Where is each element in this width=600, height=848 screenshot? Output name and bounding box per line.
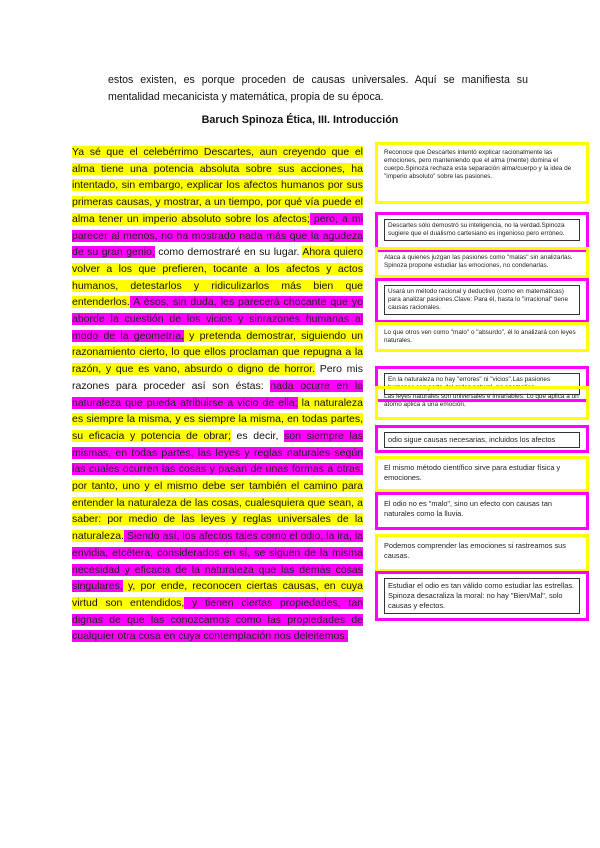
annotation-text: Usará un método racional y deductivo (como en matemáticas) para analizar pasiones.Clave: Para él, hasta lo "irracional" tiene causas racionales.: [384, 285, 580, 315]
annotation-note: [375, 212, 589, 252]
text-segment: es decir,: [230, 429, 285, 442]
section-title: Baruch Spinoza Ética, III. Introducción: [201, 114, 399, 126]
annotation-note: [375, 386, 589, 420]
annotation-text: Estudiar el odio es tan válido como estudiar las estrellas. Spinoza desacraliza la moral: no hay "Bien/Mal", solo causas y efectos.: [384, 578, 580, 614]
main-text: [72, 144, 363, 645]
text-segment: pero, a mi parecer al menos, no ha mostrado nada más que la agudeza de su gran genio,: [72, 212, 364, 259]
intro-paragraph: estos existen, es porque proceden de causas universales. Aquí se manifiesta su mentalidad mecanicista y matemática, propia de su época.: [108, 74, 528, 103]
annotation-text: El odio no es "malo", sino un efecto con causas tan naturales como la lluvia.: [384, 499, 552, 518]
annotation-note: [375, 425, 589, 453]
annotation-text: Las leyes naturales son universales e invariables. Lo que aplica a un átomo aplica a una emoción.: [384, 393, 579, 408]
annotation-note: [375, 534, 589, 572]
annotation-note: [375, 322, 589, 352]
text-segment: Ahora quiero volver a los que prefieren, tocante a los afectos y actos humanos, detestarlos y ridiculizarlos más bien que entenderlos.: [72, 246, 363, 309]
annotation-text: El mismo método científico sirve para estudiar física y emociones.: [384, 463, 561, 482]
annotation-note: [375, 492, 589, 530]
text-segment: como demostraré en su lugar.: [154, 246, 303, 259]
text-segment: y pretenda demostrar, siguiendo un razonamiento cierto, lo que ellos proclaman que repugna a la razón, y que es vano, absurdo o digno de horror.: [72, 329, 363, 376]
annotation-text: Descartes sólo demostró su inteligencia, no la verdad.Spinoza sugiere que el dualismo cartesiano es ingenioso pero erróneo.: [384, 219, 580, 241]
text-segment: Siendo así, los afectos tales como el odio, la ira, la envidia, etcétera, considerados en sí, se siguen de la misma necesidad y eficacia de la naturaleza que las demás cosas singulares,: [72, 530, 363, 593]
text-segment: Ya sé que el celebérrimo Descartes, aun creyendo que el alma tiene una potencia absoluta sobre sus acciones, ha intentado, sin embargo, explicar los afectos humanos por sus primeras causas, y mostrar, a un tiempo, por qué vía puede el alma tener un imperio absoluto sobre los afectos;: [72, 146, 363, 225]
annotation-note: [375, 142, 589, 204]
text-segment: Pero mis razones para proceder así son éstas:: [72, 363, 364, 392]
annotation-text: Podemos comprender las emociones si rastreamos sus causas.: [384, 541, 566, 560]
annotation-note: [375, 571, 589, 621]
annotation-text: Lo que otros ven como "malo" o "absurdo", él lo analizará con leyes naturales.: [384, 329, 576, 344]
annotation-note: [375, 247, 589, 278]
annotation-text: Reconoce que Descartes intentó explicar racionalmente las emociones, pero manteniendo que el alma (mente) domina el cuerpo.Spinoza rechaza esta separación alma/cuerpo y la idea de "imperio absoluto" sobre las pasiones.: [384, 149, 572, 180]
annotation-text: Ataca a quienes juzgan las pasiones como "malas" sin analizarlas. Spinoza propone estudiar las emociones, no condenarlas.: [384, 254, 573, 269]
text-segment: A ésos, sin duda, les parecerá chocante que yo aborde la cuestión de los vicios y sinrazones humanas al modo de la geometría,: [72, 296, 363, 342]
annotation-text: En la naturaleza no hay "errores" ni "vicios".Las pasiones humanas son parte del orden natural, no anomalías.: [384, 373, 580, 395]
text-segment: son siempre las mismas, en todas partes, las leyes y reglas naturales según las cuales ocurren las cosas y pasan de unas formas a otras;: [72, 429, 363, 476]
annotation-note: [375, 456, 589, 492]
text-segment: por tanto, uno y el mismo debe ser también el camino para entender la naturaleza de las cosas, cualesquiera que sean, a saber: por medio de las leyes y reglas universales de la naturaleza.: [72, 480, 363, 543]
annotation-text: odio sigue causas necesarias, incluidos los afectos: [384, 432, 580, 448]
text-segment: y, por ende, reconocen ciertas causas, en cuya virtud son entendidos,: [72, 580, 363, 609]
text-segment: nada ocurre en la naturaleza que pueda atribuirse a vicio de ella;: [72, 379, 363, 409]
text-segment: la naturaleza es siempre la misma, y es siempre la misma, en todas partes, su eficacia y potencia de obrar;: [72, 396, 363, 442]
annotation-note: [375, 278, 589, 323]
text-segment: y tienen ciertas propiedades, tan dignas de que las conozcamos como las propiedades de cualquier otra cosa en cuya contemplación nos deleitemos.: [72, 596, 363, 643]
